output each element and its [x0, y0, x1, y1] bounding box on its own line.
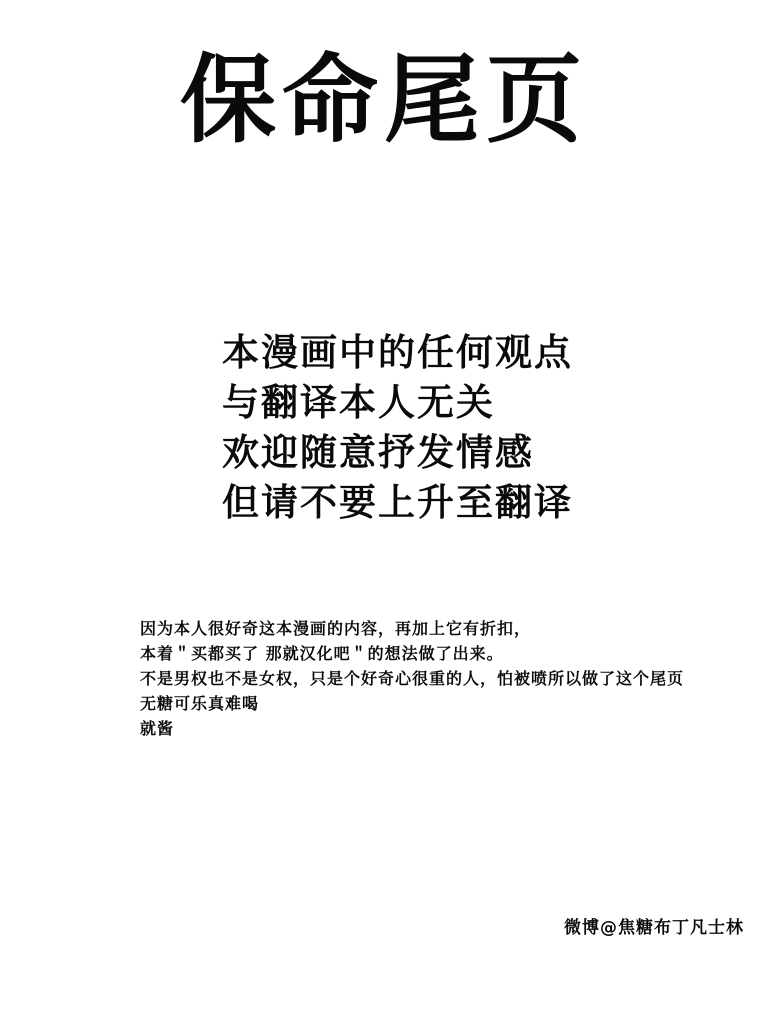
disclaimer-line: 与翻译本人无关 — [222, 381, 495, 424]
disclaimer-line: 欢迎随意抒发情感 — [222, 431, 534, 474]
disclaimer-line: 本漫画中的任何观点 — [222, 331, 573, 374]
page-title: 保命尾页 — [180, 44, 588, 156]
note-line: 无糖可乐真难喝 — [140, 694, 260, 713]
disclaimer-line: 但请不要上升至翻译 — [222, 481, 573, 524]
weibo-credit: 微博@焦糖布丁凡士林 — [564, 918, 744, 938]
translator-notes-block — [140, 616, 684, 741]
note-line: 不是男权也不是女权，只是个好奇心很重的人，怕被喷所以做了这个尾页 — [140, 669, 685, 688]
disclaimer-block — [222, 328, 573, 528]
note-line: 因为本人很好奇这本漫画的内容，再加上它有折扣， — [140, 619, 532, 638]
note-line: 就酱 — [140, 719, 175, 738]
note-line: 本着＂买都买了 那就汉化吧＂的想法做了出来。 — [140, 644, 504, 663]
